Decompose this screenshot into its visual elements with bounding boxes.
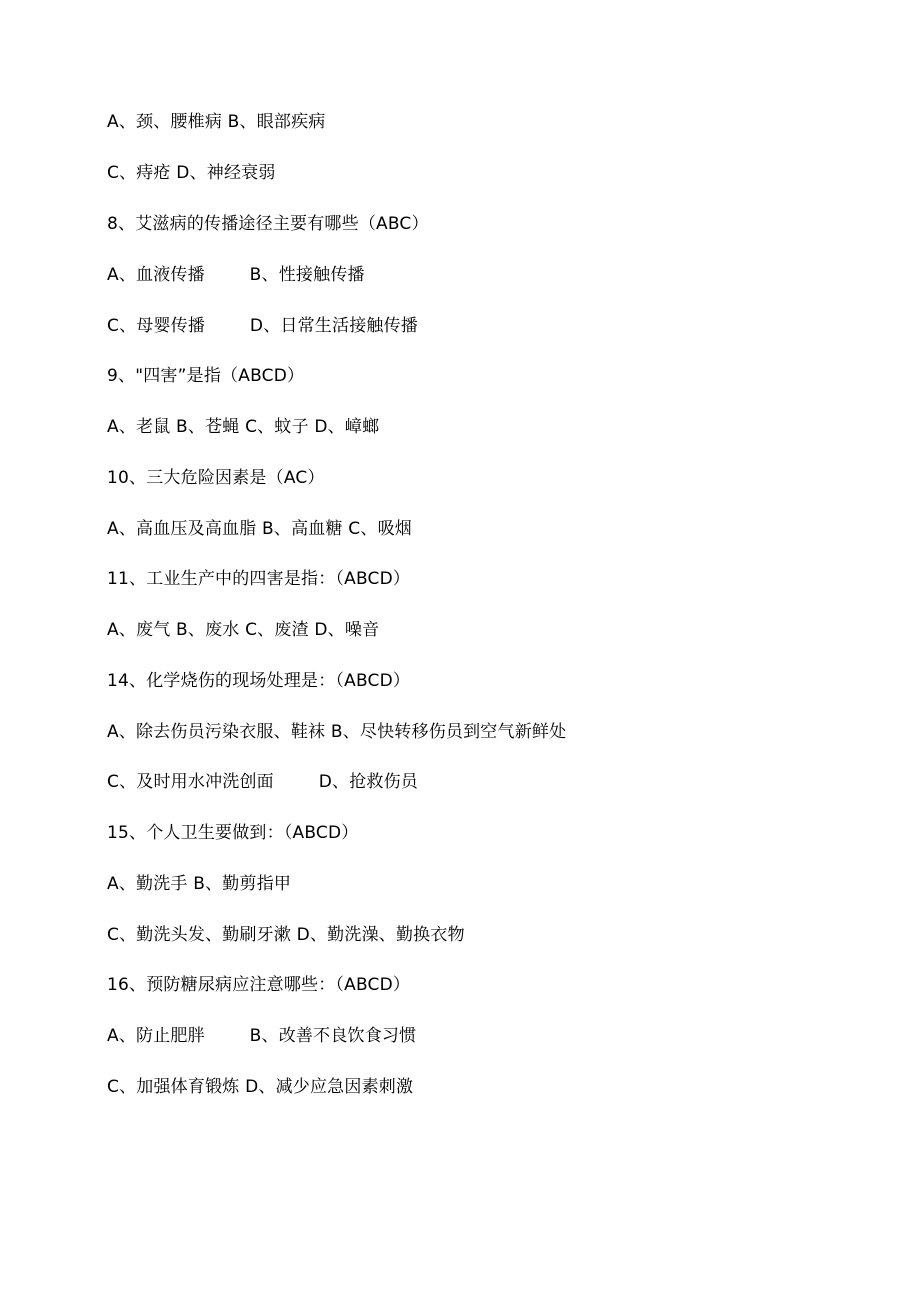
option-line: A、颈、腰椎病 B、眼部疾病 (107, 112, 326, 132)
option-line: C、加强体育锻炼 D、减少应急因素刺激 (107, 1077, 414, 1097)
option-line: C、及时用水冲洗创面 D、抢救伤员 (107, 772, 418, 792)
option-line: C、痔疮 D、神经衰弱 (107, 163, 276, 183)
question-line: 10、三大危险因素是（AC） (107, 468, 325, 488)
question-line: 15、个人卫生要做到：（ABCD） (107, 823, 359, 843)
option-line: A、血液传播 B、性接触传播 (107, 265, 365, 285)
question-line: 9、"四害”是指（ABCD） (107, 366, 305, 386)
option-line: C、母婴传播 D、日常生活接触传播 (107, 316, 418, 336)
option-line: A、高血压及高血脂 B、高血糖 C、吸烟 (107, 519, 412, 539)
question-line: 16、预防糖尿病应注意哪些：（ABCD） (107, 975, 411, 995)
question-line: 8、艾滋病的传播途径主要有哪些（ABC） (107, 214, 429, 234)
option-line: A、防止肥胖 B、改善不良饮食习惯 (107, 1026, 417, 1046)
option-line: A、废气 B、废水 C、废渣 D、噪音 (107, 620, 380, 640)
option-line: C、勤洗头发、勤刷牙漱 D、勤洗澡、勤换衣物 (107, 925, 465, 945)
option-line: A、勤洗手 B、勤剪指甲 (107, 874, 292, 894)
option-line: A、除去伤员污染衣服、鞋袜 B、尽快转移伤员到空气新鲜处 (107, 722, 567, 742)
question-line: 11、工业生产中的四害是指：（ABCD） (107, 569, 411, 589)
option-line: A、老鼠 B、苍蝇 C、蚊子 D、嶂螂 (107, 417, 380, 437)
question-line: 14、化学烧伤的现场处理是：（ABCD） (107, 671, 411, 691)
